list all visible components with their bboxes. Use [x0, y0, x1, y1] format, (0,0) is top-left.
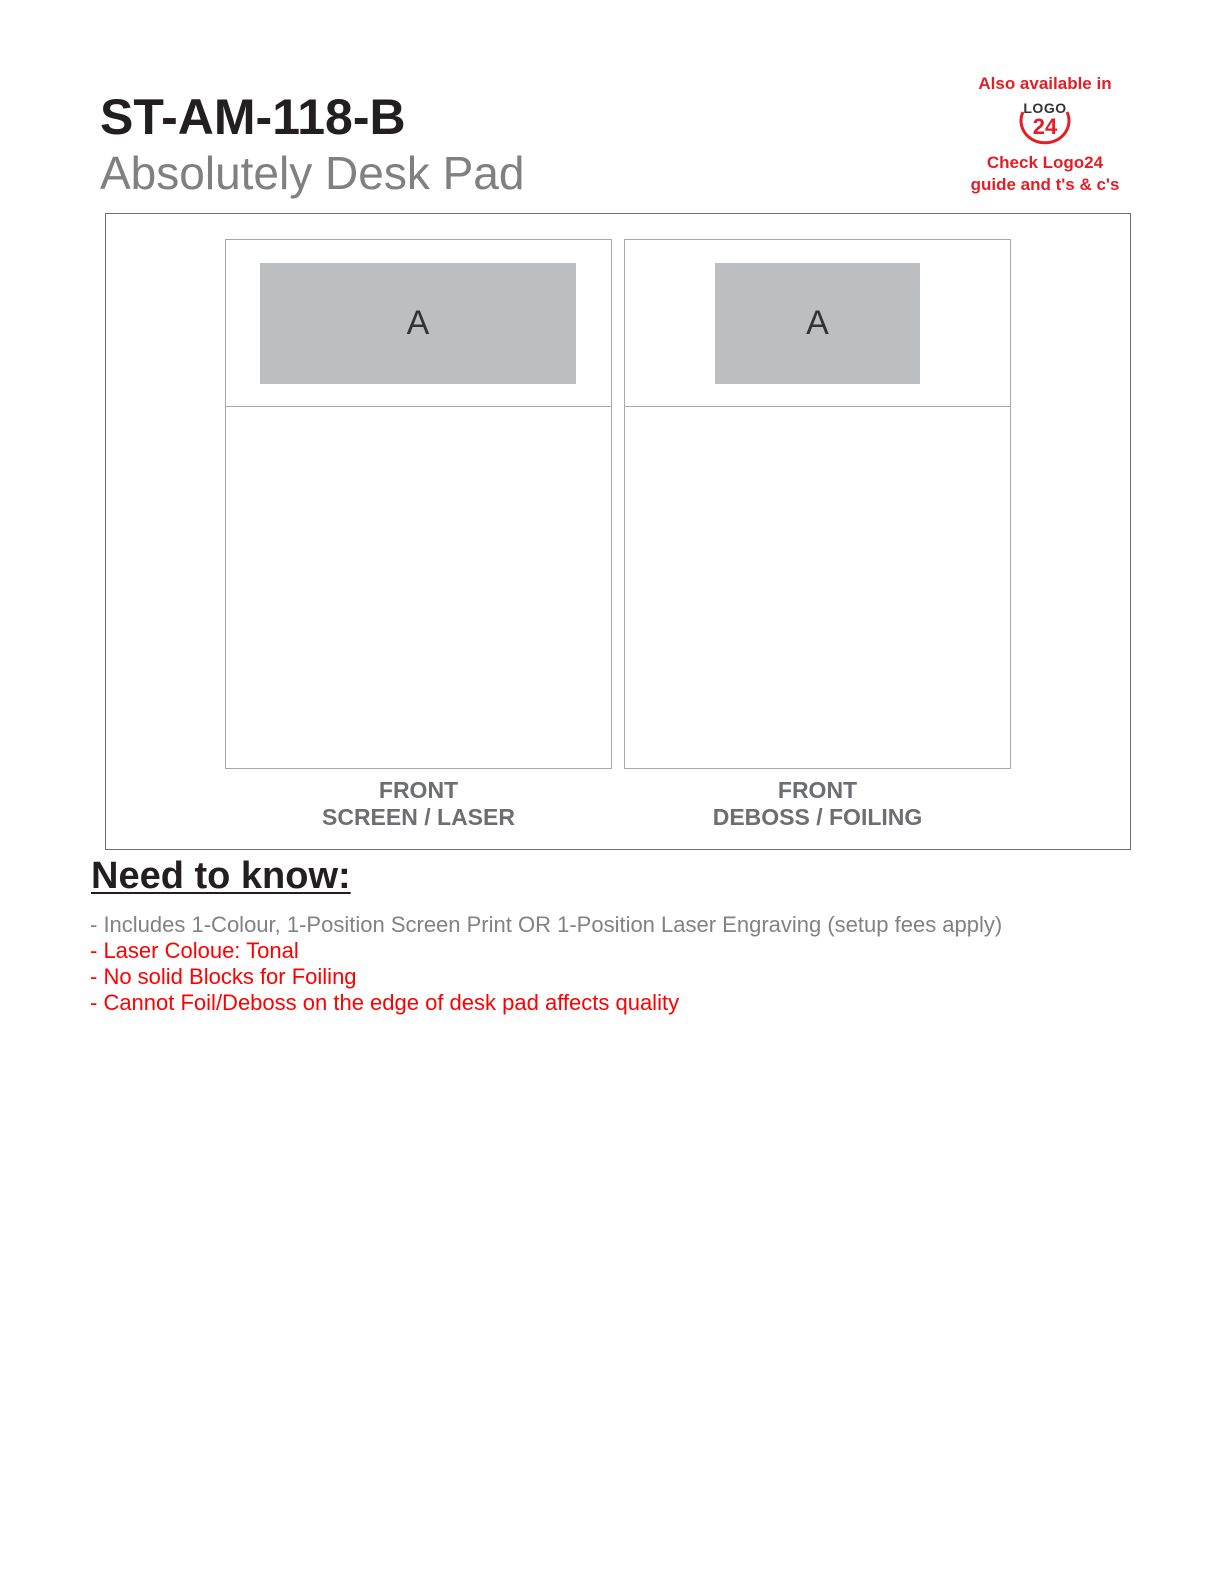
panel-deboss-foiling — [624, 239, 1011, 769]
caption-deboss-foiling — [624, 777, 1011, 831]
product-code: ST-AM-118-B — [100, 89, 406, 145]
logo24-badge — [950, 74, 1140, 196]
caption-screen-laser — [225, 777, 612, 831]
note-item: - Laser Coloue: Tonal — [90, 938, 299, 963]
print-area-a: A — [715, 263, 920, 384]
logo24-number: 24 — [1032, 114, 1058, 139]
caption-method: SCREEN / LASER — [322, 804, 515, 830]
logo24-check-text: Check Logo24 — [986, 153, 1104, 172]
note-item: - Cannot Foil/Deboss on the edge of desk pad affects quality — [90, 990, 680, 1015]
logo24-available-text: Also available in — [978, 74, 1112, 93]
note-item: - No solid Blocks for Foiling — [90, 964, 357, 989]
print-area-a: A — [260, 263, 576, 384]
logo24-terms-text: guide and t's & c's — [970, 175, 1120, 194]
panel-divider — [625, 406, 1010, 407]
panel-divider — [226, 406, 611, 407]
caption-side: FRONT — [378, 777, 459, 803]
logo24-word: LOGO — [1023, 100, 1067, 116]
product-name: Absolutely Desk Pad — [100, 147, 525, 199]
caption-side: FRONT — [777, 777, 858, 803]
note-item: - Includes 1-Colour, 1-Position Screen Print OR 1-Position Laser Engraving (setup fees apply) — [90, 912, 1003, 937]
need-to-know-list — [90, 912, 1002, 1016]
logo24-icon — [1015, 96, 1075, 152]
panel-screen-laser — [225, 239, 612, 769]
need-to-know-heading: Need to know: — [91, 855, 351, 897]
caption-method: DEBOSS / FOILING — [712, 804, 923, 830]
